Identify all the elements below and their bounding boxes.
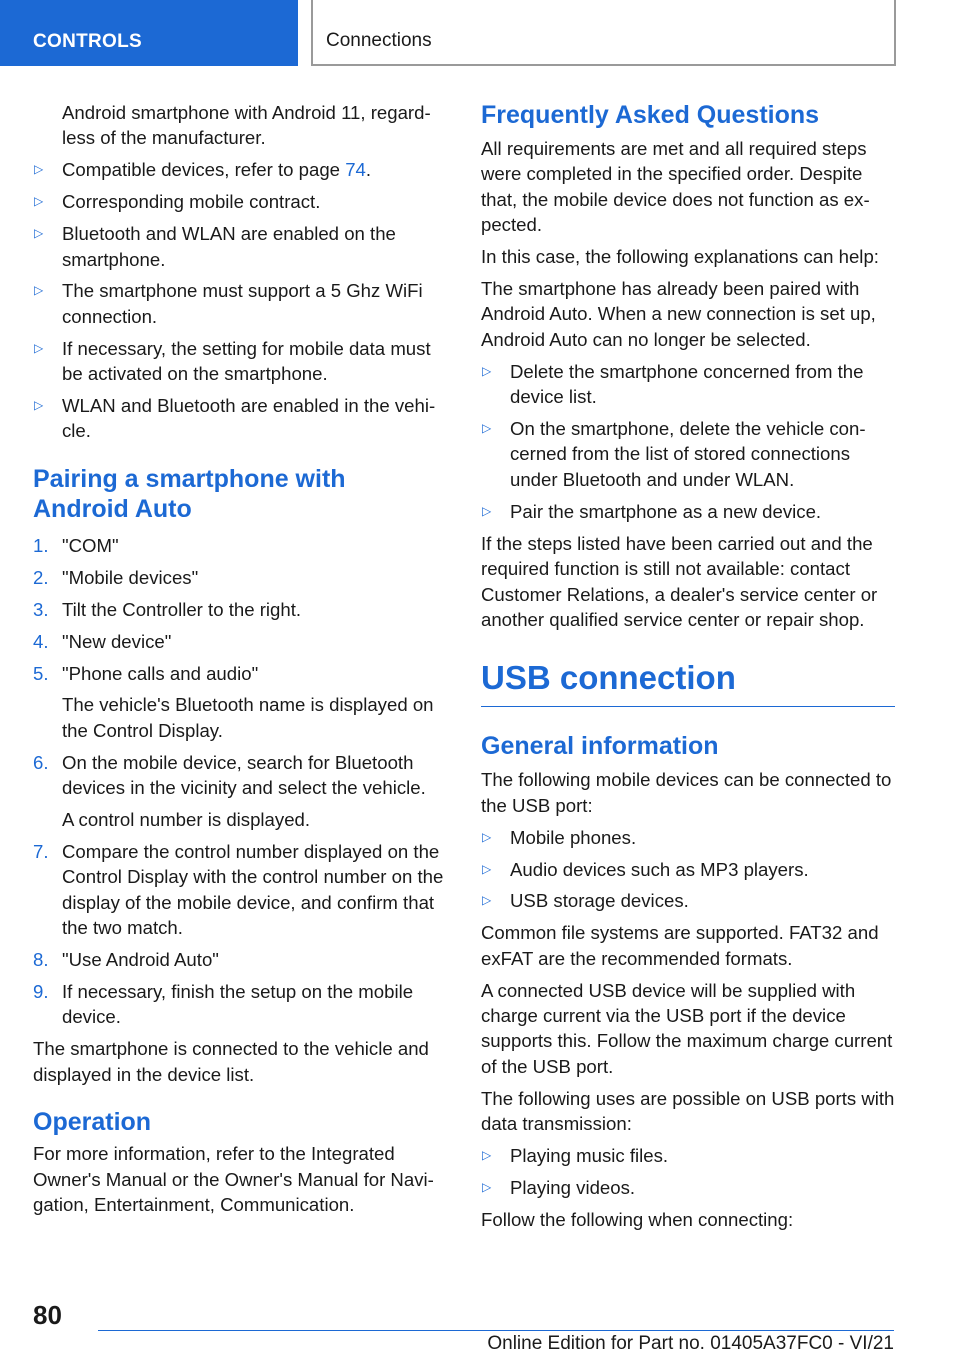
triangle-bullet-icon: ▷ (482, 363, 492, 378)
faq-paragraph: All requirements are met and all required steps were completed in the specified order. Despite that, the mobile device does not function as expected. (481, 138, 870, 236)
step-item: 8. "Use Android Auto" (33, 947, 447, 972)
triangle-bullet-icon: ▷ (34, 194, 44, 209)
triangle-bullet-icon: ▷ (482, 503, 492, 518)
triangle-bullet-icon: ▷ (482, 861, 492, 876)
uses-list (481, 1143, 895, 1200)
step-number: 7. (33, 840, 49, 862)
list-item: ▷ If necessary, the setting for mobile data must be activated on the smartphone. (34, 337, 431, 385)
triangle-bullet-icon: ▷ (482, 893, 492, 908)
operation-heading: Operation (33, 1108, 152, 1137)
general-paragraph: The following uses are possible on USB ports with data transmission: (481, 1087, 895, 1135)
faq-paragraph: The smartphone has already been paired with Android Auto. When a new connection is set up, Android Auto can no longer be selected. (481, 278, 876, 350)
triangle-bullet-icon: ▷ (34, 226, 44, 241)
list-item: ▷ Playing music files. (481, 1143, 895, 1168)
step-item: 4. "New device" (33, 629, 447, 654)
list-item: ▷ Audio devices such as MP3 players. (481, 857, 895, 882)
step-item: 1. "COM" (33, 533, 447, 558)
general-paragraph: The following mobile devices can be connected to the USB port: (481, 769, 892, 816)
triangle-bullet-icon: ▷ (34, 398, 44, 413)
triangle-bullet-icon: ▷ (34, 162, 44, 177)
pairing-steps (33, 533, 447, 1030)
list-item: ▷ Compatible devices, refer to page 74. (33, 157, 447, 182)
step-number: 9. (33, 980, 49, 1002)
requirements-list (33, 157, 447, 444)
list-item: ▷ Playing videos. (481, 1175, 895, 1200)
left-column (33, 100, 447, 1224)
step-number: 1. (33, 534, 49, 556)
list-item: ▷ On the smartphone, delete the vehicle concerned from the list of stored connections under Bluetooth and under WLAN. (482, 418, 866, 490)
step-number: 5. (33, 662, 49, 684)
triangle-bullet-icon: ▷ (482, 421, 492, 436)
connected-text: The smartphone is connected to the vehicle and displayed in the device list. (33, 1038, 429, 1085)
step-number: 3. (33, 598, 49, 620)
step-note: The vehicle's Bluetooth name is displayed on the Control Display. (62, 694, 434, 741)
list-item: ▷ Mobile phones. (481, 825, 895, 850)
footer-divider (98, 1330, 894, 1331)
general-paragraph: Follow the following when connecting: (481, 1208, 794, 1230)
triangle-bullet-icon: ▷ (34, 283, 44, 298)
general-paragraph: A connected USB device will be supplied with charge current via the USB port if the device supports this. Follow the maximum charge current of the USB port. (481, 979, 893, 1077)
triangle-bullet-icon: ▷ (34, 340, 44, 355)
faq-paragraph: If the steps listed have been carried out and the required function is still not available: contact Customer Relations, a dealer's service center or another qualified service center or repair shop. (481, 532, 878, 630)
edition-text: Online Edition for Part no. 01405A37FC0 - VI/21 (487, 1333, 894, 1354)
section-tab: CONTROLS (0, 0, 298, 66)
step-number: 2. (33, 566, 49, 588)
right-column (481, 100, 895, 1239)
device-list (481, 825, 895, 914)
triangle-bullet-icon: ▷ (482, 1180, 492, 1194)
faq-list (481, 359, 895, 524)
page-header (0, 0, 960, 66)
list-item: ▷ Corresponding mobile contract. (33, 189, 447, 214)
list-item: ▷ WLAN and Bluetooth are enabled in the vehicle. (34, 395, 436, 442)
list-item: ▷ Bluetooth and WLAN are enabled on the smartphone. (34, 223, 396, 270)
list-item: ▷ Pair the smartphone as a new device. (481, 499, 895, 524)
general-paragraph: Common file systems are supported. FAT32 and exFAT are the recommended formats. (481, 922, 879, 969)
step-number: 6. (33, 751, 49, 773)
list-item: ▷ Delete the smartphone concerned from the device list. (482, 360, 864, 408)
step-item: 9. If necessary, finish the setup on the mobile device. (33, 980, 414, 1028)
step-item: 2. "Mobile devices" (33, 565, 447, 590)
triangle-bullet-icon: ▷ (482, 1148, 492, 1163)
step-note: A control number is displayed. (62, 809, 311, 831)
step-number: 8. (33, 949, 49, 971)
operation-text: For more information, refer to the Integrated Owner's Manual or the Owner's Manual for Navigation, Entertainment, Communication. (33, 1143, 434, 1215)
requirements-intro: Android smartphone with Android 11, regardless of the manufacturer. (62, 102, 431, 149)
chapter-title: Connections (311, 0, 896, 66)
list-item: ▷ The smartphone must support a 5 Ghz WiFi connection. (34, 280, 423, 327)
triangle-bullet-icon: ▷ (482, 829, 492, 844)
list-item: ▷ USB storage devices. (481, 888, 895, 913)
step-item: 3. Tilt the Controller to the right. (33, 597, 447, 622)
step-item: 5. "Phone calls and audio" The vehicle's Bluetooth name is displayed on the Control Display. (33, 661, 447, 744)
pairing-heading: Pairing a smartphone with Android Auto (33, 464, 346, 523)
step-item: 6. On the mobile device, search for Bluetooth devices in the vicinity and select the vehicle. A control number is displayed. (33, 750, 447, 833)
step-number: 4. (33, 630, 49, 652)
page-number: 80 (33, 1300, 62, 1330)
faq-heading: Frequently Asked Questions (481, 101, 820, 129)
page-link[interactable]: 74 (345, 159, 366, 181)
faq-paragraph: In this case, the following explanations can help: (481, 246, 879, 268)
usb-heading: USB connection (481, 658, 895, 707)
general-info-heading: General information (481, 732, 719, 761)
step-item: 7. Compare the control number displayed on the Control Display with the control number on the display of the mobile device, and confirm that the two match. (33, 840, 444, 939)
